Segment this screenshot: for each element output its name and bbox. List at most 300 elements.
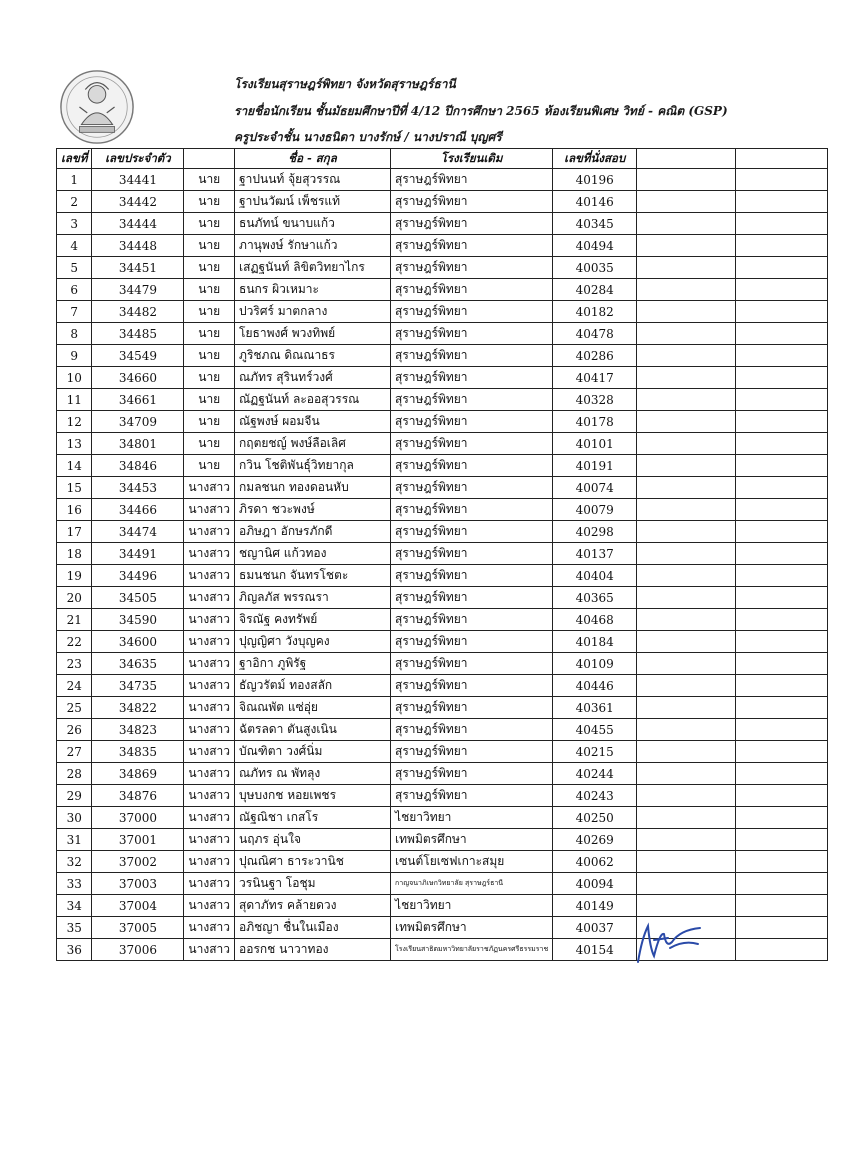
- list-title: รายชื่อนักเรียน ชั้นมัธยมศึกษาปีที่ 4/12 ปีการศึกษา 2565 ห้องเรียนพิเศษ วิทย์ - คณิต (GSP): [234, 104, 728, 118]
- cell-previous-school: สุราษฎร์พิทยา: [391, 763, 553, 785]
- cell-previous-school: สุราษฎร์พิทยา: [391, 235, 553, 257]
- table-row: [57, 653, 828, 675]
- cell-blank: [637, 851, 736, 873]
- cell-name: ณภัทร สุรินทร์วงศ์: [235, 367, 391, 389]
- cell-blank: [736, 807, 828, 829]
- cell-exam-seat: 40062: [553, 851, 637, 873]
- cell-exam-seat: 40478: [553, 323, 637, 345]
- cell-blank: [637, 279, 736, 301]
- cell-previous-school: สุราษฎร์พิทยา: [391, 697, 553, 719]
- cell-student-id: 37001: [92, 829, 184, 851]
- cell-blank: [736, 543, 828, 565]
- cell-previous-school: กาญจนาภิเษกวิทยาลัย สุราษฎร์ธานี: [391, 873, 553, 895]
- cell-blank: [736, 565, 828, 587]
- cell-name: กวิน โชติพันธุ์วิทยากุล: [235, 455, 391, 477]
- cell-name: ฐาปนวัฒน์ เพ็ชรแท้: [235, 191, 391, 213]
- cell-previous-school: สุราษฎร์พิทยา: [391, 609, 553, 631]
- cell-blank: [736, 367, 828, 389]
- cell-prefix: นาย: [184, 389, 235, 411]
- cell-prefix: นางสาว: [184, 477, 235, 499]
- cell-previous-school: สุราษฎร์พิทยา: [391, 587, 553, 609]
- cell-blank: [637, 323, 736, 345]
- table-row: [57, 609, 828, 631]
- cell-student-id: 34485: [92, 323, 184, 345]
- table-row: [57, 389, 828, 411]
- cell-previous-school: เทพมิตรศึกษา: [391, 829, 553, 851]
- cell-number: 12: [57, 411, 92, 433]
- cell-exam-seat: 40365: [553, 587, 637, 609]
- cell-blank: [736, 345, 828, 367]
- table-row: [57, 455, 828, 477]
- cell-number: 33: [57, 873, 92, 895]
- cell-name: อภิษฎา อักษรภักดี: [235, 521, 391, 543]
- cell-previous-school: สุราษฎร์พิทยา: [391, 675, 553, 697]
- cell-exam-seat: 40361: [553, 697, 637, 719]
- cell-number: 24: [57, 675, 92, 697]
- cell-student-id: 34496: [92, 565, 184, 587]
- cell-blank: [736, 521, 828, 543]
- cell-exam-seat: 40079: [553, 499, 637, 521]
- cell-student-id: 34479: [92, 279, 184, 301]
- cell-blank: [736, 235, 828, 257]
- table-row: [57, 301, 828, 323]
- cell-prefix: นางสาว: [184, 763, 235, 785]
- table-row: [57, 499, 828, 521]
- cell-blank: [637, 675, 736, 697]
- cell-name: ณัฐณิชา เกสโร: [235, 807, 391, 829]
- cell-number: 18: [57, 543, 92, 565]
- cell-number: 35: [57, 917, 92, 939]
- cell-number: 9: [57, 345, 92, 367]
- table-row: [57, 345, 828, 367]
- cell-blank: [736, 785, 828, 807]
- table-row: [57, 631, 828, 653]
- cell-name: เสฏฐนันท์ ลิขิตวิทยาไกร: [235, 257, 391, 279]
- table-row: [57, 279, 828, 301]
- cell-exam-seat: 40250: [553, 807, 637, 829]
- cell-prefix: นาย: [184, 235, 235, 257]
- cell-previous-school: สุราษฎร์พิทยา: [391, 521, 553, 543]
- cell-name: ณัฐพงษ์ ผอมจีน: [235, 411, 391, 433]
- school-title: โรงเรียนสุราษฎร์พิทยา จังหวัดสุราษฎร์ธานี: [234, 77, 456, 91]
- cell-blank: [736, 301, 828, 323]
- cell-prefix: นางสาว: [184, 719, 235, 741]
- cell-exam-seat: 40215: [553, 741, 637, 763]
- table-row: [57, 169, 828, 191]
- cell-previous-school: สุราษฎร์พิทยา: [391, 169, 553, 191]
- table-row: [57, 697, 828, 719]
- cell-name: ภูริชภณ ดิณณาธร: [235, 345, 391, 367]
- cell-blank: [736, 653, 828, 675]
- cell-name: นฤภร อุ่นใจ: [235, 829, 391, 851]
- cell-number: 22: [57, 631, 92, 653]
- cell-prefix: นาย: [184, 323, 235, 345]
- cell-blank: [736, 169, 828, 191]
- cell-prefix: นางสาว: [184, 785, 235, 807]
- table-row: [57, 521, 828, 543]
- cell-prefix: นาย: [184, 191, 235, 213]
- cell-previous-school: สุราษฎร์พิทยา: [391, 301, 553, 323]
- cell-previous-school: สุราษฎร์พิทยา: [391, 477, 553, 499]
- table-row: [57, 433, 828, 455]
- cell-name: ฐาปนนท์ จุ้ยสุวรรณ: [235, 169, 391, 191]
- cell-student-id: 34482: [92, 301, 184, 323]
- table-row: [57, 367, 828, 389]
- cell-number: 29: [57, 785, 92, 807]
- cell-number: 23: [57, 653, 92, 675]
- cell-prefix: นางสาว: [184, 741, 235, 763]
- cell-name: อภิชญา ชื่นในเมือง: [235, 917, 391, 939]
- cell-previous-school: สุราษฎร์พิทยา: [391, 631, 553, 653]
- cell-prefix: นางสาว: [184, 565, 235, 587]
- cell-name: ภิญลภัส พรรณรา: [235, 587, 391, 609]
- cell-prefix: นางสาว: [184, 499, 235, 521]
- cell-blank: [637, 653, 736, 675]
- column-header-number: เลขที่: [57, 149, 92, 169]
- cell-previous-school: สุราษฎร์พิทยา: [391, 213, 553, 235]
- table-header-row: [57, 149, 828, 169]
- cell-exam-seat: 40468: [553, 609, 637, 631]
- cell-blank: [736, 279, 828, 301]
- cell-prefix: นางสาว: [184, 543, 235, 565]
- table-row: [57, 873, 828, 895]
- cell-blank: [637, 587, 736, 609]
- cell-number: 31: [57, 829, 92, 851]
- cell-blank: [736, 675, 828, 697]
- cell-student-id: 37002: [92, 851, 184, 873]
- cell-blank: [736, 257, 828, 279]
- cell-blank: [637, 169, 736, 191]
- column-header-blank: [736, 149, 828, 169]
- cell-blank: [736, 323, 828, 345]
- cell-exam-seat: 40109: [553, 653, 637, 675]
- cell-number: 4: [57, 235, 92, 257]
- cell-prefix: นางสาว: [184, 851, 235, 873]
- cell-blank: [637, 367, 736, 389]
- cell-number: 26: [57, 719, 92, 741]
- cell-blank: [736, 433, 828, 455]
- cell-prefix: นาย: [184, 345, 235, 367]
- cell-blank: [637, 257, 736, 279]
- cell-name: ณัฏฐนันท์ ละออสุวรรณ: [235, 389, 391, 411]
- cell-exam-seat: 40417: [553, 367, 637, 389]
- cell-student-id: 34869: [92, 763, 184, 785]
- cell-blank: [736, 697, 828, 719]
- cell-number: 30: [57, 807, 92, 829]
- cell-student-id: 34823: [92, 719, 184, 741]
- cell-blank: [736, 213, 828, 235]
- column-header-name: ชื่อ - สกุล: [235, 149, 391, 169]
- cell-blank: [736, 939, 828, 961]
- table-row: [57, 763, 828, 785]
- cell-exam-seat: 40243: [553, 785, 637, 807]
- cell-exam-seat: 40074: [553, 477, 637, 499]
- cell-student-id: 34822: [92, 697, 184, 719]
- cell-name: โยธาพงศ์ พวงทิพย์: [235, 323, 391, 345]
- cell-prefix: นางสาว: [184, 829, 235, 851]
- cell-blank: [637, 411, 736, 433]
- cell-student-id: 34441: [92, 169, 184, 191]
- cell-name: ณภัทร ณ พัทลุง: [235, 763, 391, 785]
- cell-blank: [637, 829, 736, 851]
- cell-student-id: 34474: [92, 521, 184, 543]
- cell-blank: [637, 235, 736, 257]
- cell-student-id: 34660: [92, 367, 184, 389]
- cell-previous-school: สุราษฎร์พิทยา: [391, 257, 553, 279]
- table-row: [57, 785, 828, 807]
- cell-name: ปุณณิศา ธาระวานิช: [235, 851, 391, 873]
- cell-blank: [637, 301, 736, 323]
- cell-previous-school: สุราษฎร์พิทยา: [391, 345, 553, 367]
- cell-student-id: 34709: [92, 411, 184, 433]
- cell-exam-seat: 40101: [553, 433, 637, 455]
- table-row: [57, 939, 828, 961]
- table-row: [57, 235, 828, 257]
- cell-name: บัณฑิตา วงศ์นิ่ม: [235, 741, 391, 763]
- cell-name: วรนินฐา โอชุม: [235, 873, 391, 895]
- cell-blank: [637, 631, 736, 653]
- cell-name: ภานุพงษ์ รักษาแก้ว: [235, 235, 391, 257]
- cell-number: 20: [57, 587, 92, 609]
- cell-name: กมลชนก ทองดอนหับ: [235, 477, 391, 499]
- cell-previous-school: สุราษฎร์พิทยา: [391, 389, 553, 411]
- cell-number: 11: [57, 389, 92, 411]
- cell-student-id: 34835: [92, 741, 184, 763]
- cell-blank: [637, 609, 736, 631]
- table-row: [57, 565, 828, 587]
- cell-exam-seat: 40178: [553, 411, 637, 433]
- cell-blank: [637, 873, 736, 895]
- cell-prefix: นาย: [184, 411, 235, 433]
- cell-student-id: 34451: [92, 257, 184, 279]
- cell-blank: [637, 895, 736, 917]
- cell-previous-school: สุราษฎร์พิทยา: [391, 411, 553, 433]
- cell-blank: [736, 631, 828, 653]
- column-header-exam-seat: เลขที่นั่งสอบ: [553, 149, 637, 169]
- cell-name: บุษบงกช หอยเพชร: [235, 785, 391, 807]
- cell-prefix: นางสาว: [184, 587, 235, 609]
- cell-student-id: 34590: [92, 609, 184, 631]
- cell-name: ปุญญิศา วังบุญคง: [235, 631, 391, 653]
- cell-number: 10: [57, 367, 92, 389]
- cell-previous-school: ไชยาวิทยา: [391, 807, 553, 829]
- cell-exam-seat: 40345: [553, 213, 637, 235]
- cell-number: 7: [57, 301, 92, 323]
- cell-student-id: 37004: [92, 895, 184, 917]
- table-row: [57, 587, 828, 609]
- cell-blank: [637, 697, 736, 719]
- cell-exam-seat: 40191: [553, 455, 637, 477]
- cell-exam-seat: 40494: [553, 235, 637, 257]
- cell-student-id: 34846: [92, 455, 184, 477]
- cell-previous-school: สุราษฎร์พิทยา: [391, 367, 553, 389]
- cell-exam-seat: 40035: [553, 257, 637, 279]
- cell-exam-seat: 40182: [553, 301, 637, 323]
- cell-blank: [637, 785, 736, 807]
- cell-student-id: 34466: [92, 499, 184, 521]
- cell-number: 27: [57, 741, 92, 763]
- cell-number: 19: [57, 565, 92, 587]
- cell-prefix: นางสาว: [184, 807, 235, 829]
- cell-previous-school: สุราษฎร์พิทยา: [391, 565, 553, 587]
- cell-name: ชญานิศ แก้วทอง: [235, 543, 391, 565]
- table-row: [57, 477, 828, 499]
- cell-student-id: 37000: [92, 807, 184, 829]
- cell-student-id: 37005: [92, 917, 184, 939]
- cell-student-id: 34549: [92, 345, 184, 367]
- cell-number: 6: [57, 279, 92, 301]
- cell-prefix: นางสาว: [184, 697, 235, 719]
- cell-blank: [637, 521, 736, 543]
- cell-student-id: 34801: [92, 433, 184, 455]
- table-row: [57, 851, 828, 873]
- cell-name: กฤตยชญ์ พงษ์ลือเลิศ: [235, 433, 391, 455]
- cell-number: 32: [57, 851, 92, 873]
- cell-prefix: นางสาว: [184, 521, 235, 543]
- cell-previous-school: สุราษฎร์พิทยา: [391, 785, 553, 807]
- cell-exam-seat: 40455: [553, 719, 637, 741]
- table-row: [57, 191, 828, 213]
- cell-previous-school: สุราษฎร์พิทยา: [391, 191, 553, 213]
- cell-prefix: นางสาว: [184, 895, 235, 917]
- cell-prefix: นางสาว: [184, 873, 235, 895]
- class-advisors: ครูประจำชั้น นางธนิดา บางรักษ์ / นางปราณี บุญศรี: [234, 130, 502, 144]
- cell-previous-school: สุราษฎร์พิทยา: [391, 323, 553, 345]
- cell-blank: [736, 917, 828, 939]
- cell-blank: [736, 411, 828, 433]
- cell-number: 14: [57, 455, 92, 477]
- cell-student-id: 34444: [92, 213, 184, 235]
- cell-student-id: 34453: [92, 477, 184, 499]
- cell-name: จิรณัฐ คงทรัพย์: [235, 609, 391, 631]
- cell-name: ธนกร ผิวเหมาะ: [235, 279, 391, 301]
- cell-blank: [736, 873, 828, 895]
- cell-number: 28: [57, 763, 92, 785]
- cell-prefix: นาย: [184, 169, 235, 191]
- cell-blank: [637, 763, 736, 785]
- cell-previous-school: เทพมิตรศึกษา: [391, 917, 553, 939]
- cell-name: ฉัตรลดา ตันสูงเนิน: [235, 719, 391, 741]
- cell-previous-school: ไชยาวิทยา: [391, 895, 553, 917]
- table-row: [57, 741, 828, 763]
- cell-prefix: นาย: [184, 367, 235, 389]
- cell-name: จิณณพัต แซ่อุ่ย: [235, 697, 391, 719]
- table-row: [57, 213, 828, 235]
- cell-number: 36: [57, 939, 92, 961]
- cell-previous-school: สุราษฎร์พิทยา: [391, 741, 553, 763]
- cell-student-id: 34635: [92, 653, 184, 675]
- cell-student-id: 37003: [92, 873, 184, 895]
- handwritten-signature: [634, 918, 704, 964]
- cell-student-id: 34661: [92, 389, 184, 411]
- cell-previous-school: สุราษฎร์พิทยา: [391, 433, 553, 455]
- cell-student-id: 34448: [92, 235, 184, 257]
- cell-student-id: 34876: [92, 785, 184, 807]
- cell-prefix: นาย: [184, 455, 235, 477]
- cell-blank: [637, 719, 736, 741]
- cell-exam-seat: 40286: [553, 345, 637, 367]
- cell-name: ฐาอิกา ภูพิรัฐ: [235, 653, 391, 675]
- cell-prefix: นาย: [184, 213, 235, 235]
- cell-blank: [736, 829, 828, 851]
- cell-blank: [736, 741, 828, 763]
- cell-blank: [736, 851, 828, 873]
- cell-blank: [637, 191, 736, 213]
- cell-exam-seat: 40154: [553, 939, 637, 961]
- table-row: [57, 411, 828, 433]
- cell-exam-seat: 40446: [553, 675, 637, 697]
- table-row: [57, 719, 828, 741]
- cell-name: ธนภัทน์ ขนาบแก้ว: [235, 213, 391, 235]
- cell-prefix: นางสาว: [184, 653, 235, 675]
- table-row: [57, 917, 828, 939]
- cell-previous-school: สุราษฎร์พิทยา: [391, 719, 553, 741]
- cell-exam-seat: 40037: [553, 917, 637, 939]
- cell-blank: [637, 345, 736, 367]
- cell-number: 2: [57, 191, 92, 213]
- cell-number: 17: [57, 521, 92, 543]
- cell-exam-seat: 40244: [553, 763, 637, 785]
- cell-blank: [736, 499, 828, 521]
- cell-blank: [637, 741, 736, 763]
- cell-prefix: นาย: [184, 433, 235, 455]
- cell-blank: [736, 455, 828, 477]
- cell-previous-school: สุราษฎร์พิทยา: [391, 279, 553, 301]
- cell-student-id: 34735: [92, 675, 184, 697]
- table-row: [57, 323, 828, 345]
- cell-blank: [736, 191, 828, 213]
- cell-exam-seat: 40269: [553, 829, 637, 851]
- cell-student-id: 34491: [92, 543, 184, 565]
- cell-prefix: นาย: [184, 257, 235, 279]
- cell-previous-school: เซนต์โยเซฟเกาะสมุย: [391, 851, 553, 873]
- cell-exam-seat: 40196: [553, 169, 637, 191]
- cell-prefix: นางสาว: [184, 631, 235, 653]
- cell-blank: [736, 587, 828, 609]
- student-roster-table: [56, 148, 828, 961]
- cell-student-id: 34505: [92, 587, 184, 609]
- cell-prefix: นาย: [184, 279, 235, 301]
- cell-prefix: นางสาว: [184, 609, 235, 631]
- cell-exam-seat: 40149: [553, 895, 637, 917]
- cell-blank: [637, 477, 736, 499]
- cell-blank: [736, 389, 828, 411]
- cell-blank: [637, 565, 736, 587]
- cell-name: ภิรดา ชวะพงษ์: [235, 499, 391, 521]
- cell-student-id: 34442: [92, 191, 184, 213]
- cell-blank: [736, 719, 828, 741]
- school-logo: [58, 68, 136, 146]
- table-row: [57, 675, 828, 697]
- cell-name: ธัญวรัตม์ ทองสลัก: [235, 675, 391, 697]
- cell-number: 34: [57, 895, 92, 917]
- cell-name: ออรกช นาวาทอง: [235, 939, 391, 961]
- cell-prefix: นางสาว: [184, 917, 235, 939]
- table-row: [57, 829, 828, 851]
- cell-blank: [637, 213, 736, 235]
- cell-blank: [736, 477, 828, 499]
- cell-prefix: นางสาว: [184, 675, 235, 697]
- cell-exam-seat: 40137: [553, 543, 637, 565]
- cell-blank: [736, 763, 828, 785]
- cell-exam-seat: 40184: [553, 631, 637, 653]
- cell-name: ปวริศร์ มาตกลาง: [235, 301, 391, 323]
- cell-previous-school: สุราษฎร์พิทยา: [391, 455, 553, 477]
- cell-previous-school: สุราษฎร์พิทยา: [391, 499, 553, 521]
- cell-previous-school: สุราษฎร์พิทยา: [391, 653, 553, 675]
- table-row: [57, 895, 828, 917]
- cell-blank: [637, 543, 736, 565]
